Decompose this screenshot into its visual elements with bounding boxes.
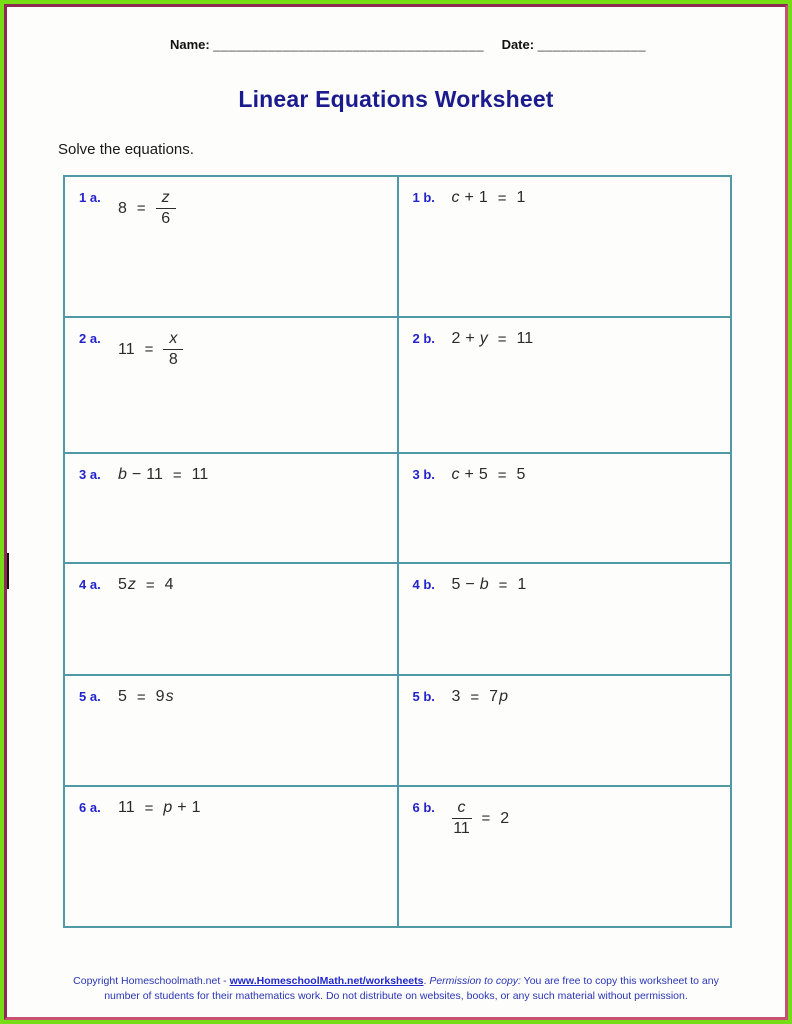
- footer-text: You are free to copy this worksheet to any: [520, 975, 719, 987]
- problem-cell-3a: [64, 453, 398, 563]
- name-label: Name:: [170, 37, 210, 52]
- footer-text: .: [423, 975, 430, 987]
- problem-cell-2b: [398, 317, 732, 453]
- footer-link[interactable]: www.HomeschoolMath.net/worksheets: [229, 975, 424, 987]
- page-title: Linear Equations Worksheet: [238, 86, 554, 112]
- problem-cell-2a: [64, 317, 398, 453]
- page-inner-border: [4, 4, 788, 1020]
- problem-cell-6b: [398, 786, 732, 927]
- equation-1a: 8 = $\frac{z}{6}$: [118, 188, 176, 229]
- table-row: [64, 563, 731, 675]
- equation-5a: 5 = 9 s: [118, 688, 174, 706]
- scan-artifact: [4, 553, 9, 589]
- problem-label-3b: 3 b.: [412, 467, 435, 482]
- problem-cell-3b: [398, 453, 732, 563]
- problem-label-4a: 4 a.: [79, 577, 101, 592]
- copyright-footer: [66, 974, 726, 1004]
- date-blank-line: ______________: [537, 37, 646, 52]
- table-row: [64, 675, 731, 786]
- name-blank-line: ___________________________________: [213, 37, 484, 52]
- problem-cell-1a: [64, 176, 398, 317]
- fraction: $\frac{z}{6}$: [156, 189, 176, 229]
- footer-text: number of students for their mathematics work. Do not distribute on websites, books, or any such material without permission.: [104, 990, 688, 1003]
- problem-label-2b: 2 b.: [412, 331, 435, 346]
- equation-4a: 5 z = 4: [118, 576, 174, 594]
- equation-2a: 11 = $\frac{x}{8}$: [118, 329, 183, 370]
- equation-2b: 2 + y = 11: [451, 330, 534, 348]
- problem-cell-4a: [64, 563, 398, 675]
- table-row: [64, 317, 731, 453]
- problem-label-3a: 3 a.: [79, 467, 101, 482]
- problem-cell-4b: [398, 563, 732, 675]
- problem-cell-6a: [64, 786, 398, 927]
- equation-3b: c + 5 = 5: [451, 466, 526, 484]
- date-label: Date:: [501, 37, 535, 52]
- problem-label-5b: 5 b.: [412, 689, 435, 704]
- equation-3a: b − 11 = 11: [118, 466, 209, 484]
- name-date-row: [170, 37, 785, 52]
- problem-label-1a: 1 a.: [79, 190, 101, 205]
- footer-text: Permission to copy:: [429, 975, 521, 987]
- problem-label-6a: 6 a.: [79, 800, 101, 815]
- instruction-text: Solve the equations.: [58, 141, 194, 158]
- table-row: [64, 176, 731, 317]
- problem-label-2a: 2 a.: [79, 331, 101, 346]
- problem-label-1b: 1 b.: [412, 190, 435, 205]
- footer-line-2: [66, 989, 726, 1004]
- equation-6b: $\frac{c}{11}$ = 2: [453, 799, 510, 838]
- problem-cell-5b: [398, 675, 732, 786]
- table-row: [64, 786, 731, 927]
- table-row: [64, 453, 731, 563]
- equation-1b: c + 1 = 1: [451, 189, 526, 207]
- equation-6a: 11 = p + 1: [118, 799, 201, 817]
- problem-label-6b: 6 b.: [412, 800, 435, 815]
- equations-table-body: [64, 176, 731, 927]
- problem-cell-5a: [64, 675, 398, 786]
- fraction: $\frac{x}{8}$: [163, 330, 183, 370]
- problem-label-4b: 4 b.: [412, 577, 435, 592]
- footer-line-1: [66, 974, 726, 989]
- footer-text: Copyright Homeschoolmath.net -: [73, 975, 230, 987]
- equation-5b: 3 = 7 p: [451, 688, 508, 706]
- equations-table: [63, 175, 732, 928]
- problem-cell-1b: [398, 176, 732, 317]
- equation-4b: 5 − b = 1: [451, 576, 527, 594]
- problem-label-5a: 5 a.: [79, 689, 101, 704]
- fraction: $\frac{c}{11}$: [453, 799, 470, 838]
